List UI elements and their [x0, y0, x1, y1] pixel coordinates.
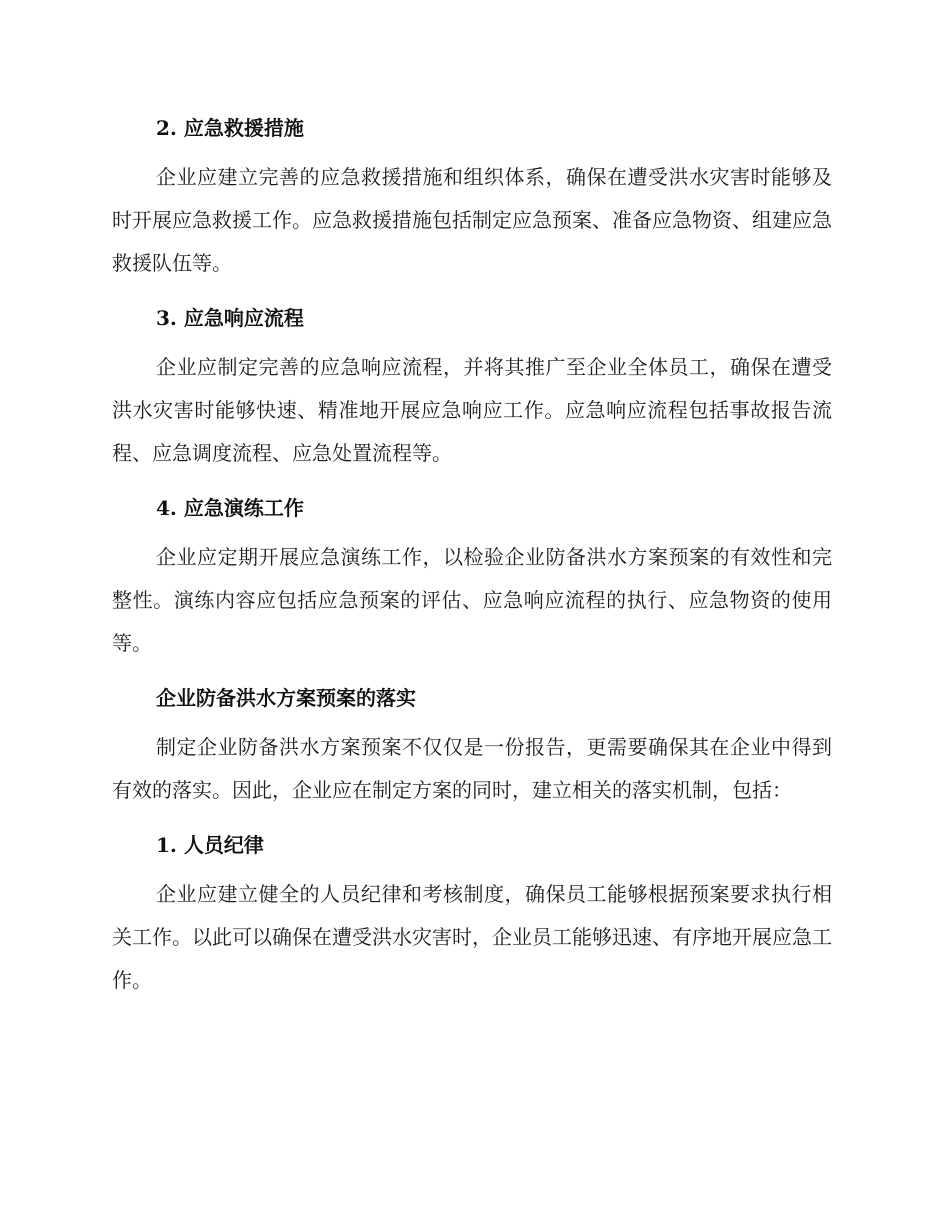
section-heading: 企业防备洪水方案预案的落实 [156, 686, 416, 710]
section-paragraph: 企业应定期开展应急演练工作，以检验企业防备洪水方案预案的有效性和完整性。演练内容应包括应急预案的评估、应急响应流程的执行、应急物资的使用等。 [112, 545, 832, 655]
section-emergency-rescue-measures [112, 108, 832, 285]
section-paragraph: 企业应建立完善的应急救援措施和组织体系，确保在遭受洪水灾害时能够及时开展应急救援工作。应急救援措施包括制定应急预案、准备应急物资、组建应急救援队伍等。 [112, 165, 832, 275]
section-emergency-drills [112, 488, 832, 665]
section-paragraph: 企业应建立健全的人员纪律和考核制度，确保员工能够根据预案要求执行相关工作。以此可以确保在遭受洪水灾害时，企业员工能够迅速、有序地开展应急工作。 [112, 882, 832, 992]
document-content [112, 108, 832, 1015]
section-heading: 3. 应急响应流程 [156, 306, 304, 330]
section-heading: 4. 应急演练工作 [156, 496, 304, 520]
section-paragraph: 制定企业防备洪水方案预案不仅仅是一份报告，更需要确保其在企业中得到有效的落实。因此，企业应在制定方案的同时，建立相关的落实机制，包括： [112, 735, 832, 802]
section-personnel-discipline [112, 825, 832, 1002]
section-heading: 1. 人员纪律 [156, 833, 264, 857]
section-heading: 2. 应急救援措施 [156, 116, 304, 140]
section-emergency-response-process [112, 298, 832, 475]
section-plan-implementation [112, 678, 832, 812]
section-paragraph: 企业应制定完善的应急响应流程，并将其推广至企业全体员工，确保在遭受洪水灾害时能够快速、精准地开展应急响应工作。应急响应流程包括事故报告流程、应急调度流程、应急处置流程等。 [112, 355, 832, 465]
